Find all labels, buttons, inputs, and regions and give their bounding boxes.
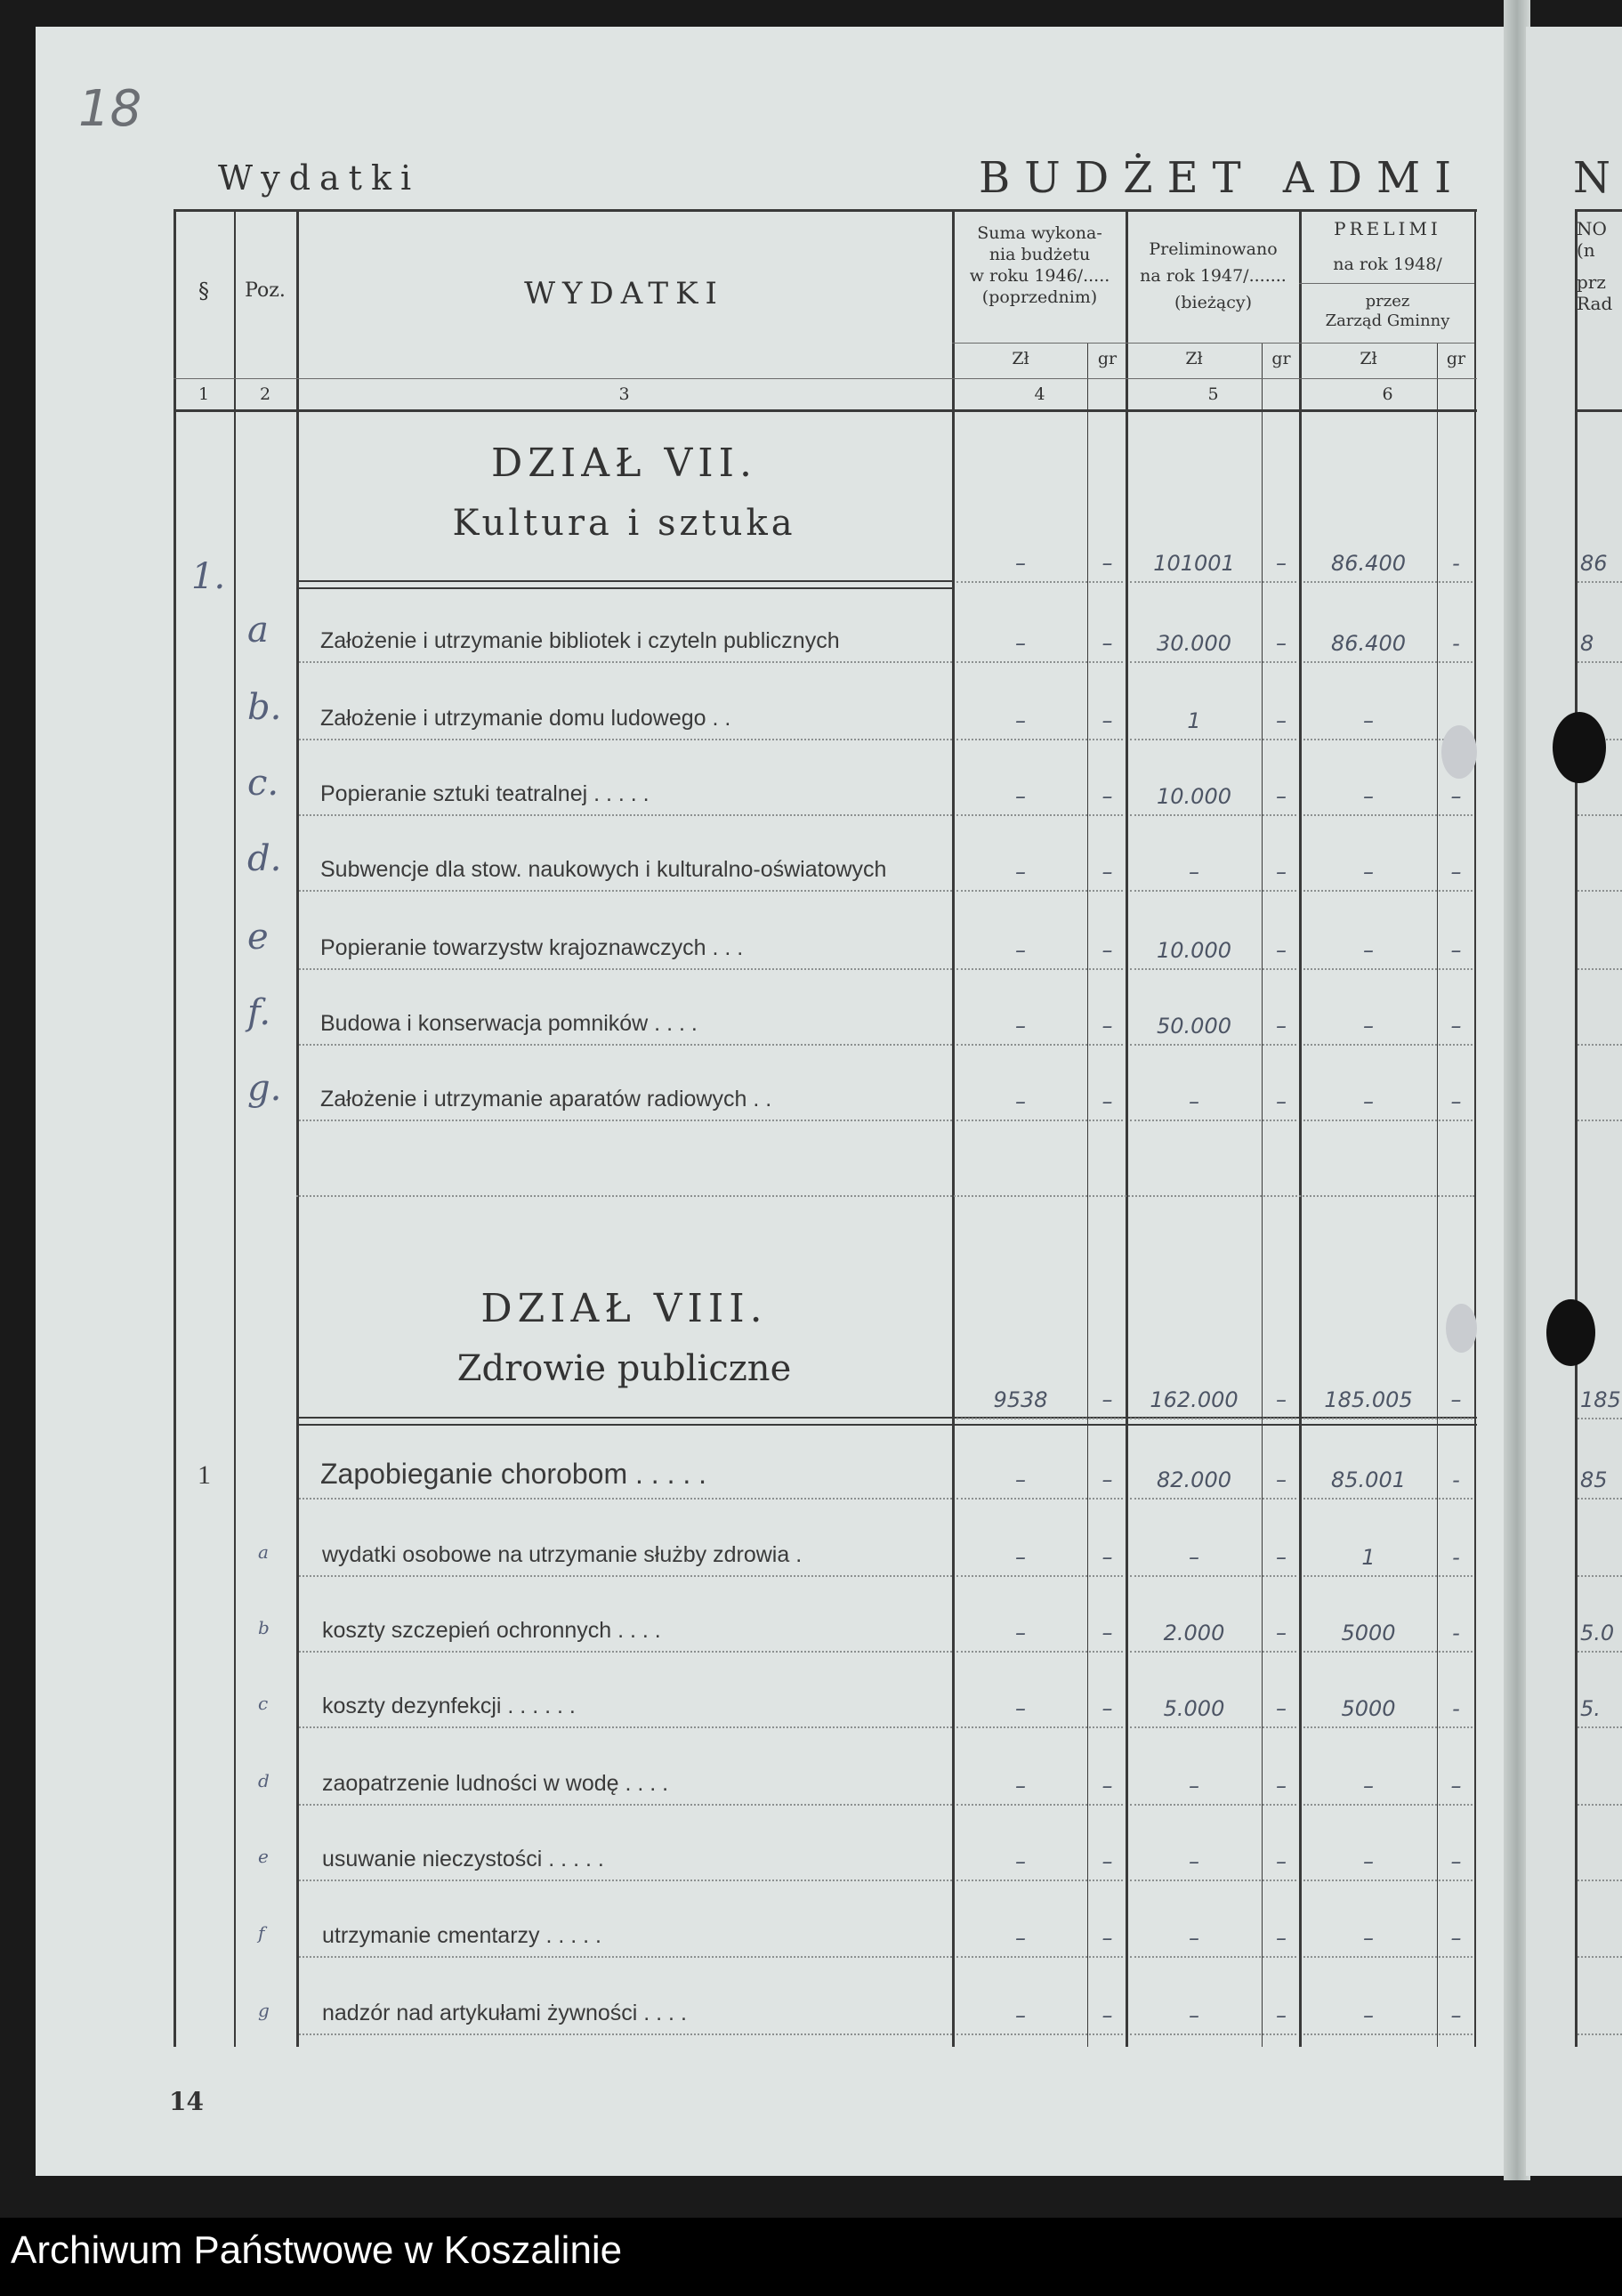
section7-total-col6-gr: -	[1452, 551, 1460, 576]
section8-row-line-4	[956, 1880, 1123, 1881]
section7-total-line-5	[1130, 581, 1296, 583]
section7-row-letter: b.	[247, 687, 282, 728]
section7-row-col5: 30.000	[1157, 631, 1231, 656]
section8-total-line-6	[1303, 1418, 1473, 1419]
section8-main-label: Zapobieganie chorobom . . . . .	[320, 1458, 707, 1490]
header-col4: Suma wykona- nia budżetu w roku 1946/..... (poprzednim)	[969, 223, 1110, 307]
section7-row-label: Założenie i utrzymanie domu ludowego . .	[320, 706, 731, 731]
section7-row-col4-gr: –	[1102, 1014, 1113, 1039]
punch-hole-bottom	[1546, 1299, 1595, 1366]
header-bottom-line	[173, 409, 1477, 412]
section7-row-label: Założenie i utrzymanie aparatów radiowych . .	[320, 1087, 772, 1112]
section7-row-col6: 86.400	[1331, 631, 1406, 656]
header-title-right: N	[1573, 153, 1610, 203]
archive-name: Archiwum Państwowe w Koszalinie	[11, 2228, 623, 2272]
section8-row-label: koszty dezynfekcji . . . . . .	[322, 1694, 576, 1718]
section8-row-line-7	[1578, 1651, 1622, 1653]
section7-row-col4-gr: –	[1102, 1089, 1113, 1114]
section7-row-col6-gr: –	[1450, 784, 1462, 809]
section8-row-label: wydatki osobowe na utrzymanie służby zdrowia .	[322, 1542, 803, 1567]
col-line-0	[173, 209, 176, 2047]
section8-row-col6: –	[1363, 1774, 1374, 1799]
section7-row-col5-gr: –	[1276, 938, 1287, 963]
section8-row-col6: 5000	[1341, 1696, 1396, 1721]
section8-row-col4-gr: –	[1102, 2003, 1113, 2028]
section8-row-col5-gr: –	[1276, 2003, 1287, 2028]
section8-row-col6-gr: -	[1452, 1545, 1460, 1570]
section7-total-line-6	[1303, 581, 1473, 583]
section8-row-line	[299, 1880, 952, 1881]
header-wydatki: WYDATKI	[524, 276, 724, 311]
header-col6-title: PRELIMI	[1334, 218, 1441, 239]
section8-row-label: zaopatrzenie ludności w wodę . . . .	[322, 1771, 669, 1796]
col-number-2: 2	[259, 384, 271, 404]
section7-row-col5-gr: –	[1276, 860, 1287, 885]
section7-total-line-7	[1578, 581, 1622, 583]
section7-row-col4: –	[1015, 938, 1026, 963]
section8-row-col5: –	[1189, 1926, 1199, 1951]
section8-row-line	[299, 2033, 952, 2035]
section7-row-col6: –	[1363, 1089, 1374, 1114]
section7-row-col4: –	[1015, 708, 1026, 733]
section8-row-line-7	[1578, 1726, 1622, 1728]
section7-row-line-6	[1303, 968, 1473, 970]
header-num-top-line	[173, 378, 1477, 379]
section8-row-line-6	[1303, 1575, 1473, 1577]
section8-row-col4: –	[1015, 2003, 1026, 2028]
section8-total-col4-gr: –	[1102, 1387, 1113, 1412]
section8-row-letter: a	[258, 1541, 269, 1563]
section7-row-line-5	[1130, 890, 1296, 892]
section8-total-col6-gr: –	[1450, 1387, 1462, 1412]
section8-row-line-4	[956, 2033, 1123, 2035]
section8-total-line-7	[1578, 1418, 1622, 1419]
section8-row-line-5	[1130, 2033, 1296, 2035]
empty-row-line-1	[296, 1195, 1474, 1197]
section8-total-col6: 185.005	[1324, 1387, 1413, 1412]
section8-row-col4-gr: –	[1102, 1849, 1113, 1874]
section7-total-col7: 86	[1580, 551, 1608, 576]
section7-row-line-6	[1303, 1044, 1473, 1046]
section8-row-col4-gr: –	[1102, 1774, 1113, 1799]
section8-main-col5-gr: –	[1276, 1467, 1287, 1492]
section7-row-line-7	[1578, 968, 1622, 970]
gr-label-4: gr	[1097, 349, 1118, 368]
section8-row-col5-gr: –	[1276, 1849, 1287, 1874]
section7-row-line-6	[1303, 1120, 1473, 1121]
section7-row-label: Budowa i konserwacja pomników . . . .	[320, 1011, 698, 1036]
gr-label-5: gr	[1271, 349, 1291, 368]
section8-main-line-4	[956, 1498, 1123, 1500]
section8-row-col5: –	[1189, 2003, 1199, 2028]
section8-row-line-5	[1130, 1956, 1296, 1958]
section8-row-line-5	[1130, 1726, 1296, 1728]
zl-gr-line	[952, 343, 1474, 344]
section8-row-col5-gr: –	[1276, 1696, 1287, 1721]
section7-row-line-7	[1578, 1044, 1622, 1046]
section8-row-line	[299, 1956, 952, 1958]
section7-row-col4: –	[1015, 860, 1026, 885]
page-number: 14	[169, 2087, 204, 2116]
section8-row-label: nadzór nad artykułami żywności . . . .	[322, 2001, 687, 2025]
section7-row-col4-gr: –	[1102, 631, 1113, 656]
section8-row-line-6	[1303, 1956, 1473, 1958]
section8-row-col6-gr: –	[1450, 1774, 1462, 1799]
section8-double-line-b	[296, 1424, 1477, 1426]
section8-row-line-6	[1303, 1804, 1473, 1806]
section8-total-col5-gr: –	[1276, 1387, 1287, 1412]
paper-damage-bottom	[1446, 1304, 1477, 1353]
section8-row-line-6	[1303, 1726, 1473, 1728]
section7-row-col6: –	[1363, 1014, 1374, 1039]
section8-row-line	[299, 1726, 952, 1728]
header-paragraph: §	[198, 279, 209, 303]
section8-row-line-7	[1578, 2033, 1622, 2035]
section7-total-col6: 86.400	[1331, 551, 1406, 576]
section8-subtitle: Zdrowie publiczne	[456, 1348, 792, 1389]
section8-total-col7: 185	[1580, 1387, 1621, 1412]
section7-row-col6-gr: –	[1450, 1014, 1462, 1039]
section7-row-line	[299, 661, 952, 663]
paper-damage-top	[1441, 725, 1477, 779]
table-top-line	[173, 209, 1477, 212]
section7-row-col6: –	[1363, 708, 1374, 733]
section7-row-line-4	[956, 890, 1123, 892]
section7-row-line-4	[956, 661, 1123, 663]
section8-main-paragraph: 1	[198, 1460, 211, 1490]
section7-title: DZIAŁ VII.	[491, 441, 757, 486]
section8-row-col5: –	[1189, 1774, 1199, 1799]
section7-row-line-4	[956, 968, 1123, 970]
section8-row-col5: –	[1189, 1849, 1199, 1874]
section7-row-letter: g.	[247, 1068, 282, 1109]
col6-sub-line	[1299, 283, 1474, 284]
section8-row-label: utrzymanie cmentarzy . . . . .	[322, 1923, 601, 1948]
header-col6-sub: przez Zarząd Gminny	[1325, 292, 1450, 330]
section7-row-line-5	[1130, 739, 1296, 740]
section8-row-line	[299, 1651, 952, 1653]
section7-row-col6: –	[1363, 784, 1374, 809]
section8-row-col5-gr: –	[1276, 1774, 1287, 1799]
section8-row-line-5	[1130, 1880, 1296, 1881]
section8-row-col6-gr: -	[1452, 1621, 1460, 1645]
section7-row-col6: –	[1363, 860, 1374, 885]
section7-total-line-4	[956, 581, 1123, 583]
section7-row-line-7	[1578, 814, 1622, 816]
zl-label-4: Zł	[1012, 349, 1029, 368]
section7-double-line-a	[296, 580, 952, 582]
section8-row-label: usuwanie nieczystości . . . . .	[322, 1847, 604, 1872]
section7-row-line-6	[1303, 814, 1473, 816]
section8-row-col4: –	[1015, 1926, 1026, 1951]
section7-row-line-4	[956, 739, 1123, 740]
section7-row-col5: 1	[1187, 708, 1201, 733]
col-number-5: 5	[1207, 384, 1219, 404]
section8-main-line-5	[1130, 1498, 1296, 1500]
section7-row-line-7	[1578, 890, 1622, 892]
col-number-6: 6	[1382, 384, 1393, 404]
section7-total-col5-gr: –	[1276, 551, 1287, 576]
section7-row-col7: 8	[1580, 631, 1594, 656]
section7-double-line-b	[296, 587, 952, 589]
section8-total-col4: 9538	[993, 1387, 1048, 1412]
section7-row-line-7	[1578, 661, 1622, 663]
section8-row-line-6	[1303, 1651, 1473, 1653]
section7-row-label: Założenie i utrzymanie bibliotek i czyteln publicznych	[320, 628, 840, 653]
section7-row-col5-gr: –	[1276, 708, 1287, 733]
section8-row-col6: –	[1363, 1849, 1374, 1874]
section8-row-letter: d	[258, 1770, 270, 1791]
section7-row-col4: –	[1015, 631, 1026, 656]
section8-main-line-6	[1303, 1498, 1473, 1500]
section8-row-col5-gr: –	[1276, 1926, 1287, 1951]
section8-row-line-4	[956, 1575, 1123, 1577]
section8-main-line	[299, 1498, 952, 1500]
section7-row-label: Popieranie towarzystw krajoznawczych . . .	[320, 935, 744, 960]
section7-row-col6: –	[1363, 938, 1374, 963]
section8-row-col6-gr: -	[1452, 1696, 1460, 1721]
section8-total-col5: 162.000	[1150, 1387, 1239, 1412]
section7-row-letter: f.	[247, 992, 271, 1033]
section8-row-line	[299, 1575, 952, 1577]
section7-row-line-6	[1303, 890, 1473, 892]
section7-row-line	[299, 1044, 952, 1046]
punch-hole-top	[1553, 712, 1606, 783]
table-top-line-right	[1575, 209, 1622, 212]
section7-row-line-4	[956, 1120, 1123, 1121]
col-line-5	[1299, 209, 1302, 2047]
section8-row-line-7	[1578, 1575, 1622, 1577]
section8-row-line-6	[1303, 1880, 1473, 1881]
section8-main-line-7	[1578, 1498, 1622, 1500]
section7-row-col5: –	[1189, 1089, 1199, 1114]
section8-row-col5-gr: –	[1276, 1621, 1287, 1645]
section8-row-col5: –	[1189, 1545, 1199, 1570]
section7-row-line-5	[1130, 968, 1296, 970]
header-bottom-line-right	[1575, 409, 1622, 412]
section8-row-letter: g	[258, 2000, 270, 2021]
section8-double-line-a	[296, 1417, 1477, 1419]
section7-row-col6-gr: –	[1450, 938, 1462, 963]
section8-row-line	[299, 1804, 952, 1806]
section7-row-line-4	[956, 1044, 1123, 1046]
section7-row-col4: –	[1015, 1014, 1026, 1039]
section7-row-letter: a	[247, 610, 269, 651]
section8-main-col4: –	[1015, 1467, 1026, 1492]
section7-subtitle: Kultura i sztuka	[452, 503, 796, 544]
section7-row-line-5	[1130, 661, 1296, 663]
section7-row-line	[299, 739, 952, 740]
col-line-6	[1474, 209, 1476, 2047]
header-col7: NO (n prz Rad	[1577, 218, 1613, 314]
section8-row-col6: –	[1363, 1926, 1374, 1951]
col-line-4	[1126, 209, 1128, 2047]
section8-row-line-4	[956, 1726, 1123, 1728]
zl-label-6: Zł	[1360, 349, 1377, 368]
section8-main-col6: 85.001	[1331, 1467, 1406, 1492]
col-number-4: 4	[1034, 384, 1045, 404]
section7-row-col6-gr: –	[1450, 1089, 1462, 1114]
section8-row-line-6	[1303, 2033, 1473, 2035]
section7-paragraph: 1.	[191, 556, 226, 597]
col-line-7	[1575, 209, 1578, 2047]
section8-row-letter: f	[258, 1922, 265, 1944]
section7-row-letter: e	[247, 917, 269, 958]
section8-row-line-4	[956, 1804, 1123, 1806]
section7-total-col4: –	[1015, 551, 1026, 576]
section7-row-col6-gr: -	[1452, 631, 1460, 656]
section7-row-col5: –	[1189, 860, 1199, 885]
section8-row-col4: –	[1015, 1774, 1026, 1799]
facing-page	[1526, 27, 1622, 2176]
section8-row-col6: 1	[1361, 1545, 1376, 1570]
section8-row-col7: 5.0	[1580, 1621, 1615, 1645]
section7-total-col5: 101001	[1153, 551, 1235, 576]
section8-row-col4-gr: –	[1102, 1696, 1113, 1721]
section7-row-col4-gr: –	[1102, 938, 1113, 963]
section7-total-col4-gr: –	[1102, 551, 1113, 576]
section8-row-col4-gr: –	[1102, 1621, 1113, 1645]
section7-row-col5: 50.000	[1157, 1014, 1231, 1039]
section8-row-line-7	[1578, 1880, 1622, 1881]
section7-row-col5-gr: –	[1276, 784, 1287, 809]
section7-row-col4: –	[1015, 784, 1026, 809]
section8-total-line-5	[1130, 1418, 1296, 1419]
section8-main-col5: 82.000	[1157, 1467, 1231, 1492]
section8-row-line-7	[1578, 1804, 1622, 1806]
section7-row-label: Subwencje dla stow. naukowych i kulturalno-oświatowych	[320, 857, 887, 882]
col-number-1: 1	[198, 384, 210, 404]
section7-row-col5-gr: –	[1276, 1089, 1287, 1114]
section7-row-line	[299, 968, 952, 970]
section8-row-col6: –	[1363, 2003, 1374, 2028]
zl-label-5: Zł	[1185, 349, 1203, 368]
section7-row-col4-gr: –	[1102, 708, 1113, 733]
header-col6-year: na rok 1948/	[1333, 255, 1442, 274]
section8-main-col4-gr: –	[1102, 1467, 1113, 1492]
section7-row-line-4	[956, 814, 1123, 816]
section8-row-line-5	[1130, 1575, 1296, 1577]
section8-title: DZIAŁ VIII.	[480, 1286, 768, 1331]
section7-row-line-7	[1578, 1120, 1622, 1121]
section8-row-col4-gr: –	[1102, 1545, 1113, 1570]
section8-row-col7: 5.	[1580, 1696, 1601, 1721]
section8-row-line-4	[956, 1956, 1123, 1958]
section8-row-col6: 5000	[1341, 1621, 1396, 1645]
section7-row-col4-gr: –	[1102, 860, 1113, 885]
section7-row-col6-gr: –	[1450, 860, 1462, 885]
section8-row-letter: c	[258, 1693, 269, 1714]
section8-row-line-7	[1578, 1956, 1622, 1958]
col-line-1	[234, 209, 236, 2047]
section8-row-line-4	[956, 1651, 1123, 1653]
section8-row-col6-gr: –	[1450, 2003, 1462, 2028]
section7-row-col4: –	[1015, 1089, 1026, 1114]
section7-row-line	[299, 890, 952, 892]
section8-row-col4: –	[1015, 1621, 1026, 1645]
section7-row-col5-gr: –	[1276, 1014, 1287, 1039]
section7-row-col5-gr: –	[1276, 631, 1287, 656]
section8-row-col4: –	[1015, 1696, 1026, 1721]
section8-row-col6-gr: –	[1450, 1926, 1462, 1951]
section8-row-col6-gr: –	[1450, 1849, 1462, 1874]
section7-row-letter: c.	[247, 763, 279, 804]
section8-row-label: koszty szczepień ochronnych . . . .	[322, 1618, 661, 1643]
section7-row-line-5	[1130, 1044, 1296, 1046]
section8-row-col4: –	[1015, 1849, 1026, 1874]
handwritten-page-number: 18	[78, 80, 142, 138]
section8-row-col5: 5.000	[1163, 1696, 1225, 1721]
section7-row-line-5	[1130, 1120, 1296, 1121]
section7-row-line-6	[1303, 661, 1473, 663]
section8-row-col5-gr: –	[1276, 1545, 1287, 1570]
section8-row-line-5	[1130, 1804, 1296, 1806]
section7-row-line-5	[1130, 814, 1296, 816]
section8-main-col7: 85	[1580, 1467, 1608, 1492]
section7-row-label: Popieranie sztuki teatralnej . . . . .	[320, 781, 650, 806]
header-left: Wydatki	[218, 158, 421, 198]
section7-row-col5: 10.000	[1157, 784, 1231, 809]
col-number-3: 3	[618, 384, 630, 404]
section8-row-col5: 2.000	[1163, 1621, 1225, 1645]
header-col5: Preliminowano na rok 1947/....... (bieżący)	[1140, 239, 1287, 312]
section8-row-letter: e	[258, 1846, 269, 1867]
section7-row-col4-gr: –	[1102, 784, 1113, 809]
section8-total-line-4	[956, 1418, 1123, 1419]
header-position: Poz.	[245, 279, 286, 302]
section8-row-letter: b	[258, 1617, 270, 1638]
section7-row-line	[299, 1120, 952, 1121]
header-title: BUDŻET ADMI	[979, 153, 1466, 203]
gr-label-6: gr	[1446, 349, 1466, 368]
section8-row-line-5	[1130, 1651, 1296, 1653]
section7-row-col5: 10.000	[1157, 938, 1231, 963]
section8-main-col6-gr: -	[1452, 1467, 1460, 1492]
section7-row-line	[299, 814, 952, 816]
section7-row-letter: d.	[247, 838, 282, 879]
section8-row-col4: –	[1015, 1545, 1026, 1570]
section8-row-col4-gr: –	[1102, 1926, 1113, 1951]
col-line-3	[952, 209, 955, 2047]
